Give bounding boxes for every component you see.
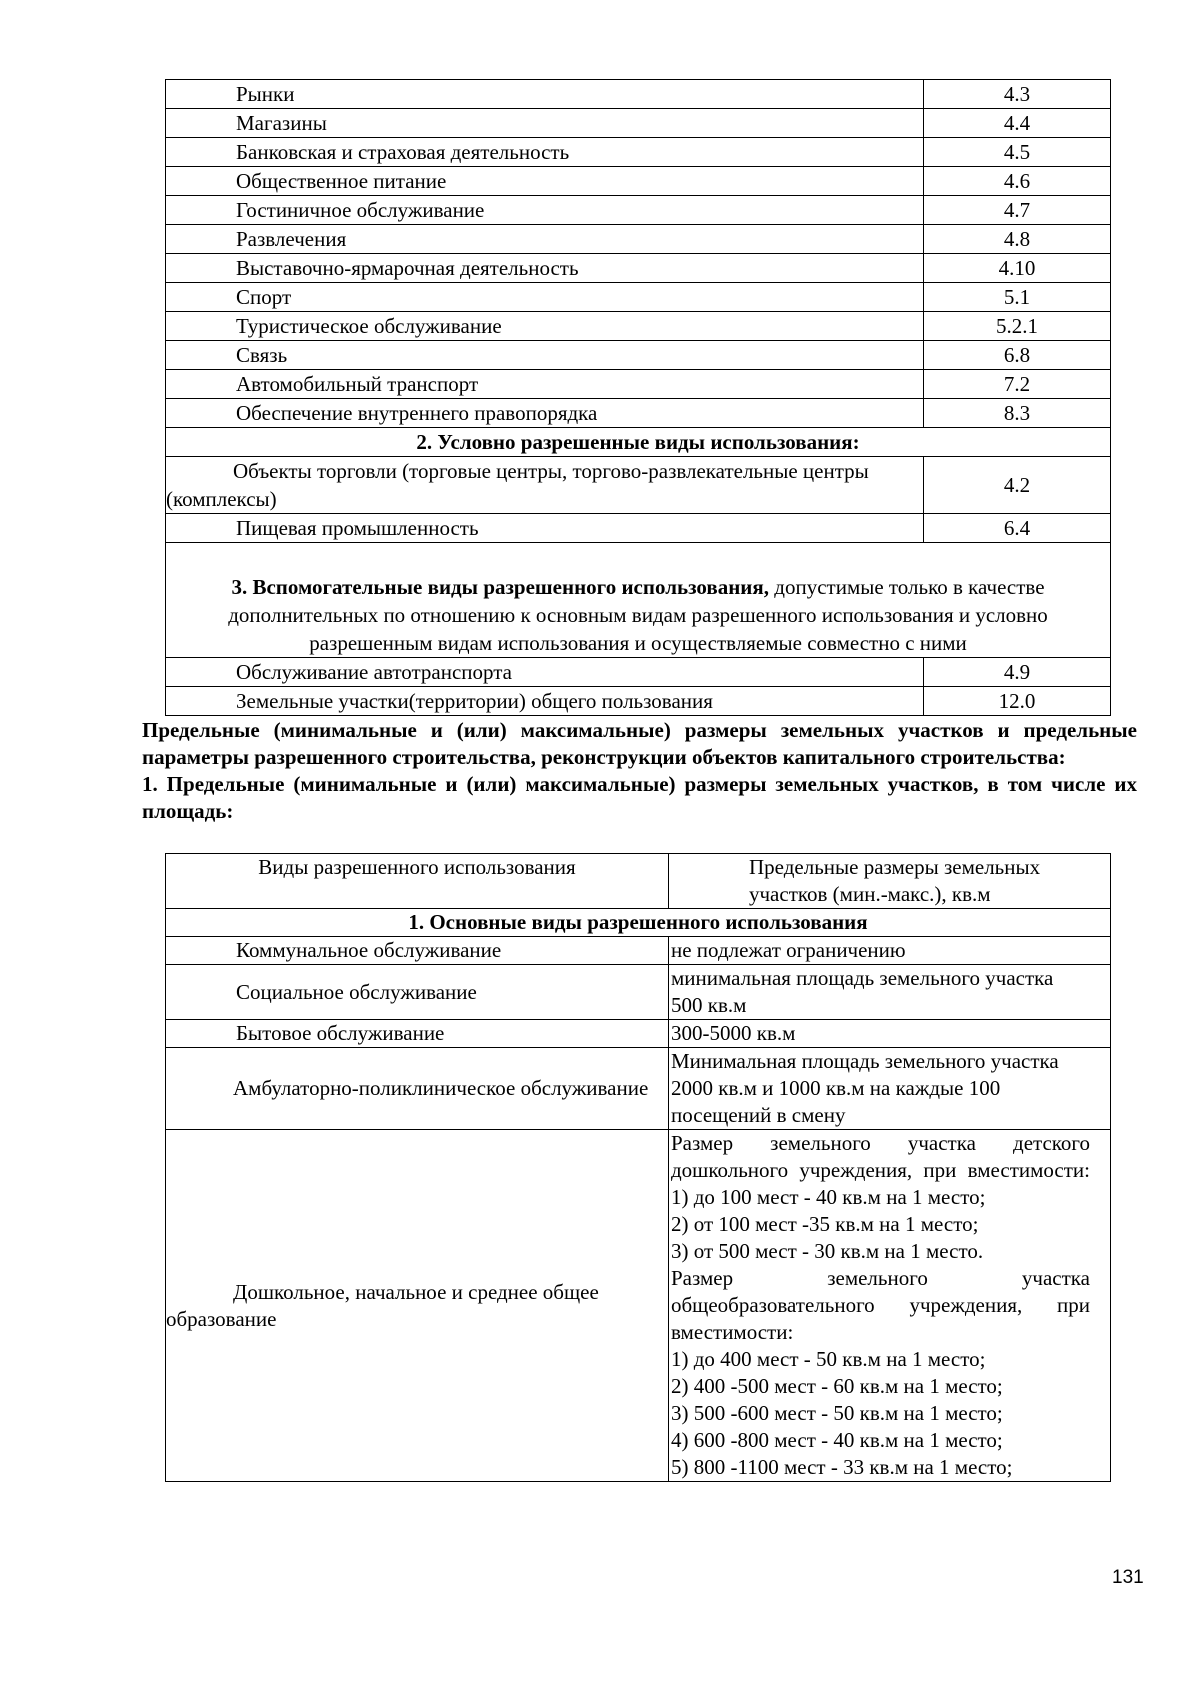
section3-title (166, 543, 1111, 658)
use-name: Развлечения (166, 225, 924, 254)
use-code: 5.2.1 (924, 312, 1111, 341)
use-name: Объекты торговли (торговые центры, торгово-развлекательные центры (комплексы) (166, 457, 924, 514)
table-row (166, 965, 1111, 1020)
use-code: 4.5 (924, 138, 1111, 167)
section-header-row (166, 543, 1111, 658)
table-row (166, 80, 1111, 109)
section3-title-rest: допустимые только в качестве дополнительных по отношению к основным видам разрешенного использования и условно разрешенным видам использования и осуществляемые совместно с ними (228, 575, 1048, 655)
use-code: 12.0 (924, 687, 1111, 716)
use-name: Обеспечение внутреннего правопорядка (166, 399, 924, 428)
list-item: 1) до 100 мест - 40 кв.м на 1 место; (671, 1185, 986, 1209)
table-row (166, 370, 1111, 399)
use-code: 4.10 (924, 254, 1111, 283)
table-row (166, 457, 1111, 514)
preschool-intro: Размер земельного участка детского дошкольного учреждения, при вместимости: (671, 1131, 1090, 1182)
list-item: 4) 600 -800 мест - 40 кв.м на 1 место; (671, 1428, 1003, 1452)
use-name: Рынки (166, 80, 924, 109)
list-item: 3) 500 -600 мест - 50 кв.м на 1 место; (671, 1401, 1003, 1425)
use-code: 4.2 (924, 457, 1111, 514)
table-row (166, 283, 1111, 312)
limit-value: не подлежат ограничению (669, 937, 1111, 965)
use-code: 6.4 (924, 514, 1111, 543)
limits-heading (142, 717, 1137, 825)
use-code: 7.2 (924, 370, 1111, 399)
section2-title: 2. Условно разрешенные виды использования: (166, 428, 1111, 457)
table-header-row (166, 854, 1111, 909)
table-row (166, 1048, 1111, 1130)
list-item: 1) до 400 мест - 50 кв.м на 1 место; (671, 1347, 986, 1371)
limits-subheading-paragraph: 1. Предельные (минимальные и (или) максимальные) размеры земельных участков, в том числе их площадь: (142, 772, 1137, 823)
table-row (166, 937, 1111, 965)
use-code: 6.8 (924, 341, 1111, 370)
table-row (166, 1130, 1111, 1482)
use-code: 4.9 (924, 658, 1111, 687)
table-row (166, 167, 1111, 196)
section-header-row (166, 909, 1111, 937)
section1-title: 1. Основные виды разрешенного использования (166, 909, 1111, 937)
table-row (166, 312, 1111, 341)
list-item: 2) 400 -500 мест - 60 кв.м на 1 место; (671, 1374, 1003, 1398)
table-row (166, 196, 1111, 225)
table-row (166, 341, 1111, 370)
use-name: Спорт (166, 283, 924, 312)
table-row (166, 399, 1111, 428)
section-header-row (166, 428, 1111, 457)
limit-value: Минимальная площадь земельного участка 2000 кв.м и 1000 кв.м на каждые 100 посещений в смену (669, 1048, 1111, 1130)
use-name: Банковская и страховая деятельность (166, 138, 924, 167)
use-name: Обслуживание автотранспорта (166, 658, 924, 687)
use-name: Выставочно-ярмарочная деятельность (166, 254, 924, 283)
use-code: 4.3 (924, 80, 1111, 109)
use-name: Земельные участки(территории) общего пользования (166, 687, 924, 716)
column-header-uses: Виды разрешенного использования (166, 854, 669, 909)
use-name: Гостиничное обслуживание (166, 196, 924, 225)
use-name: Туристическое обслуживание (166, 312, 924, 341)
table-row (166, 254, 1111, 283)
use-code: 4.4 (924, 109, 1111, 138)
limit-value (669, 1130, 1111, 1482)
section3-title-bold: 3. Вспомогательные виды разрешенного использования, (231, 575, 770, 599)
use-name: Общественное питание (166, 167, 924, 196)
use-name: Дошкольное, начальное и среднее общее образование (166, 1130, 669, 1482)
list-item: 5) 800 -1100 мест - 33 кв.м на 1 место; (671, 1455, 1013, 1479)
table-row (166, 138, 1111, 167)
use-name: Амбулаторно-поликлиническое обслуживание (166, 1048, 669, 1130)
table-row (166, 225, 1111, 254)
school-intro: Размер земельного участка общеобразовательного учреждения, при вместимости: (671, 1266, 1090, 1344)
table-row (166, 514, 1111, 543)
plot-size-limits-table (165, 853, 1111, 1482)
limit-value: 300-5000 кв.м (669, 1020, 1111, 1048)
column-header-limits: Предельные размеры земельных участков (мин.-макс.), кв.м (669, 854, 1111, 909)
use-code: 4.7 (924, 196, 1111, 225)
permitted-uses-table (165, 79, 1111, 716)
use-code: 5.1 (924, 283, 1111, 312)
table-row (166, 109, 1111, 138)
use-name: Связь (166, 341, 924, 370)
use-name: Пищевая промышленность (166, 514, 924, 543)
use-code: 8.3 (924, 399, 1111, 428)
list-item: 3) от 500 мест - 30 кв.м на 1 место. (671, 1239, 984, 1263)
use-name: Коммунальное обслуживание (166, 937, 669, 965)
list-item: 2) от 100 мест -35 кв.м на 1 место; (671, 1212, 979, 1236)
use-name: Бытовое обслуживание (166, 1020, 669, 1048)
limits-heading-paragraph: Предельные (минимальные и (или) максимальные) размеры земельных участков и предельные параметры разрешенного строительства, реконструкции объектов капитального строительства: (142, 718, 1137, 769)
table-row (166, 658, 1111, 687)
limit-value: минимальная площадь земельного участка 500 кв.м (669, 965, 1111, 1020)
table-row (166, 687, 1111, 716)
use-name: Магазины (166, 109, 924, 138)
use-name: Социальное обслуживание (166, 965, 669, 1020)
use-code: 4.8 (924, 225, 1111, 254)
use-code: 4.6 (924, 167, 1111, 196)
page-number: 131 (1112, 1567, 1144, 1588)
use-name: Автомобильный транспорт (166, 370, 924, 399)
table-row (166, 1020, 1111, 1048)
